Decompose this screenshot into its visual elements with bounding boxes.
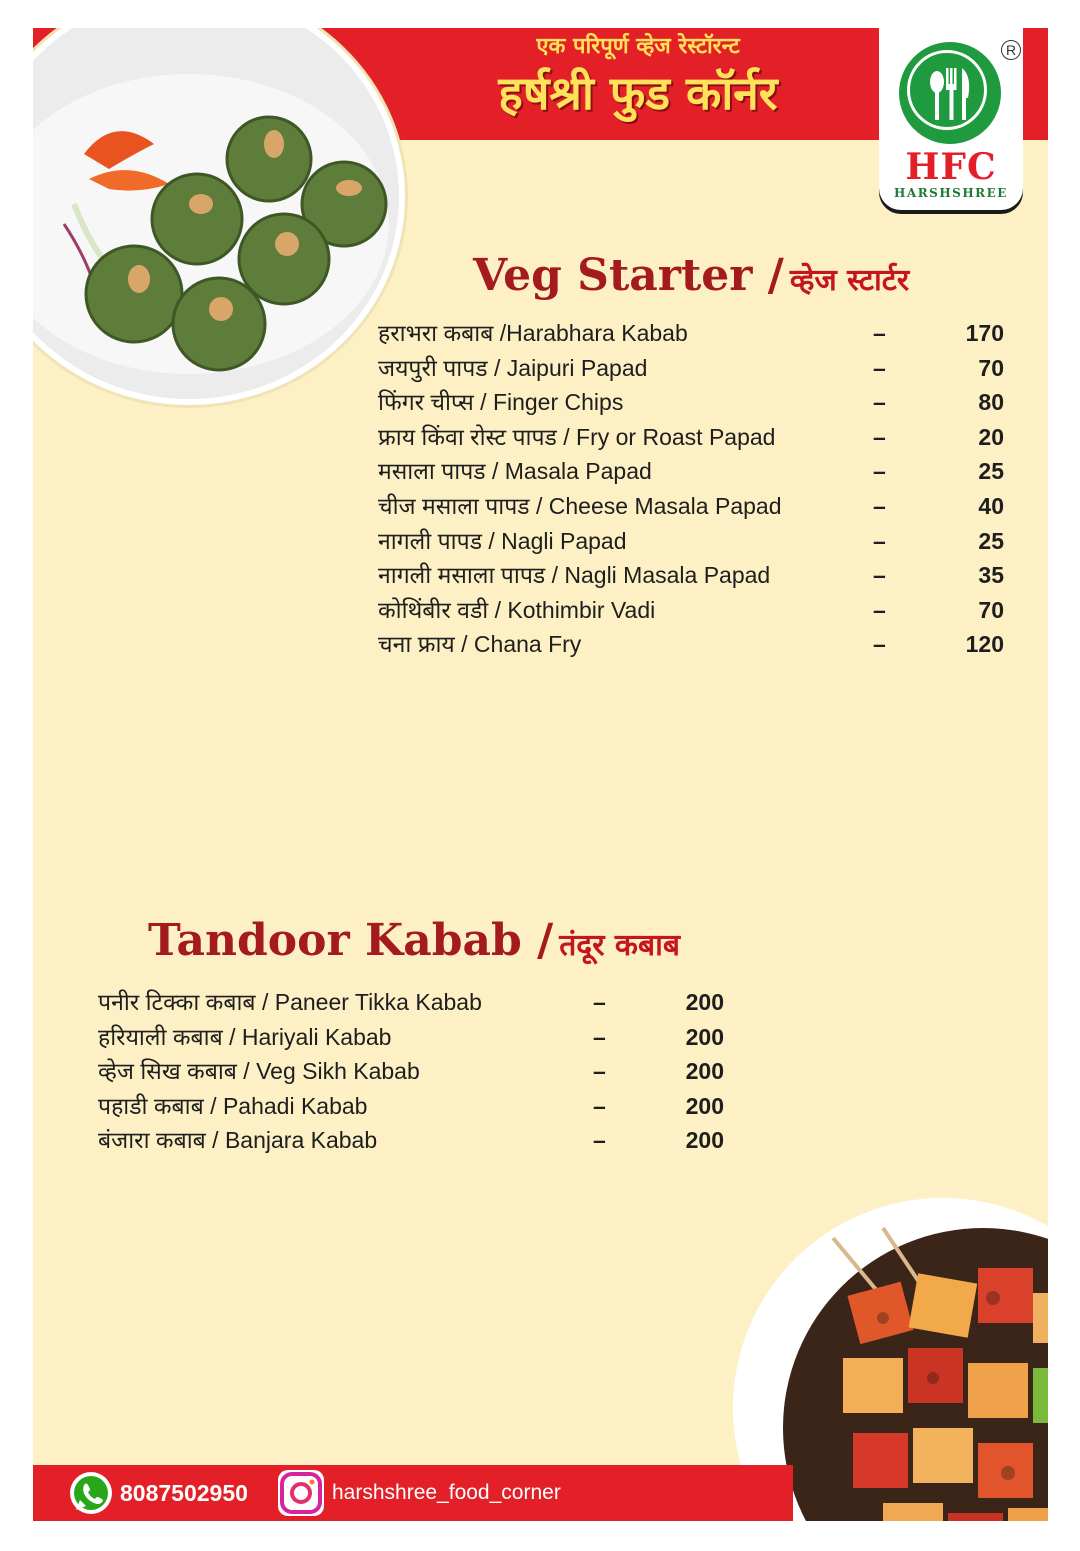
menu-item-price: 25 [978, 458, 1004, 485]
veg-starter-list [378, 316, 1004, 662]
menu-item-price: 70 [978, 596, 1004, 623]
logo-text: HFC [905, 146, 997, 188]
harabhara-kabab-photo [33, 28, 405, 405]
menu-item-separator: – [873, 631, 886, 658]
menu-page [33, 28, 1048, 1521]
footer-phone[interactable] [68, 1465, 248, 1521]
section-title-tandoor-kabab [148, 915, 680, 966]
menu-item-price: 170 [965, 320, 1004, 346]
menu-item [378, 420, 1004, 455]
section-title-en: Tandoor Kabab / [148, 915, 554, 966]
menu-item [98, 1054, 724, 1089]
menu-item [98, 985, 724, 1020]
whatsapp-icon [68, 1470, 114, 1516]
menu-item [378, 385, 1004, 420]
menu-item-name: फिंगर चीप्स / Finger Chips [378, 389, 624, 416]
menu-item-name: व्हेज सिख कबाब / Veg Sikh Kabab [98, 1058, 420, 1085]
section-title-veg-starter [473, 250, 909, 301]
header-text [393, 32, 883, 124]
menu-item-separator: – [873, 389, 886, 416]
menu-item-separator: – [593, 1023, 606, 1050]
menu-item-price: 35 [978, 562, 1004, 589]
menu-item-price: 200 [685, 1058, 724, 1085]
menu-item [378, 489, 1004, 524]
footer-instagram[interactable] [276, 1465, 561, 1521]
menu-item-name: जयपुरी पापड / Jaipuri Papad [378, 354, 648, 381]
menu-item-name: हराभरा कबाब /Harabhara Kabab [378, 320, 688, 346]
menu-item-separator: – [873, 354, 886, 381]
tagline: एक परिपूर्ण व्हेज रेस्टॉरन्ट [536, 34, 740, 59]
restaurant-name: हर्षश्री फुड कॉर्नर [498, 66, 778, 120]
menu-item-name: नागली मसाला पापड / Nagli Masala Papad [378, 562, 771, 589]
menu-item-price: 20 [978, 423, 1004, 450]
cutlery-icon [899, 42, 1001, 144]
section-title-en: Veg Starter / [473, 250, 784, 301]
menu-item [378, 524, 1004, 559]
hfc-logo [879, 28, 1023, 210]
menu-item-name: कोथिंबीर वडी / Kothimbir Vadi [378, 596, 656, 623]
menu-item [378, 351, 1004, 386]
menu-item-name: मसाला पापड / Masala Papad [378, 458, 652, 485]
menu-item-price: 80 [978, 389, 1004, 416]
menu-item-separator: – [873, 562, 886, 589]
menu-item [378, 593, 1004, 628]
section-title-mr: व्हेज स्टार्टर [789, 263, 910, 298]
logo-subtext: HARSHSHREE [894, 186, 1008, 200]
footer-band [33, 1465, 793, 1521]
menu-item-price: 200 [685, 1092, 724, 1119]
registered-mark-icon: R [1001, 40, 1021, 60]
menu-item-price: 200 [685, 1127, 724, 1154]
logo-emblem [899, 42, 1001, 144]
menu-item-separator: – [873, 527, 886, 554]
menu-item-name: फ्राय किंवा रोस्ट पापड / Fry or Roast Papad [378, 423, 776, 450]
menu-item-name: पनीर टिक्का कबाब / Paneer Tikka Kabab [98, 989, 482, 1015]
menu-item [378, 316, 1004, 351]
menu-item-name: चीज मसाला पापड / Cheese Masala Papad [378, 492, 782, 519]
menu-item-price: 70 [978, 354, 1004, 381]
menu-item-separator: – [593, 1092, 606, 1119]
menu-item-price: 200 [685, 989, 724, 1015]
menu-item-separator: – [873, 458, 886, 485]
menu-item-separator: – [873, 596, 886, 623]
instagram-icon [276, 1468, 326, 1518]
menu-item [98, 1123, 724, 1158]
menu-item [378, 454, 1004, 489]
menu-item-price: 25 [978, 527, 1004, 554]
menu-item-price: 120 [965, 631, 1004, 658]
menu-item-name: चना फ्राय / Chana Fry [378, 631, 582, 658]
menu-item [378, 627, 1004, 662]
menu-item [98, 1089, 724, 1124]
menu-item-name: पहाडी कबाब / Pahadi Kabab [98, 1092, 368, 1119]
menu-item-price: 40 [978, 492, 1004, 519]
instagram-handle: harshshree_food_corner [332, 1481, 561, 1504]
menu-item [378, 558, 1004, 593]
menu-item-name: बंजारा कबाब / Banjara Kabab [98, 1127, 378, 1154]
menu-item-name: नागली पापड / Nagli Papad [378, 527, 627, 554]
menu-item-price: 200 [685, 1023, 724, 1050]
menu-item-separator: – [873, 320, 886, 346]
tandoor-kabab-list [98, 985, 724, 1158]
section-title-mr: तंदूर कबाब [559, 928, 681, 963]
menu-item-separator: – [593, 989, 606, 1015]
menu-item-separator: – [593, 1058, 606, 1085]
menu-item-separator: – [593, 1127, 606, 1154]
menu-item-name: हरियाली कबाब / Hariyali Kabab [98, 1023, 392, 1050]
menu-item-separator: – [873, 492, 886, 519]
phone-number: 8087502950 [120, 1479, 248, 1506]
menu-item [98, 1020, 724, 1055]
menu-item-separator: – [873, 423, 886, 450]
